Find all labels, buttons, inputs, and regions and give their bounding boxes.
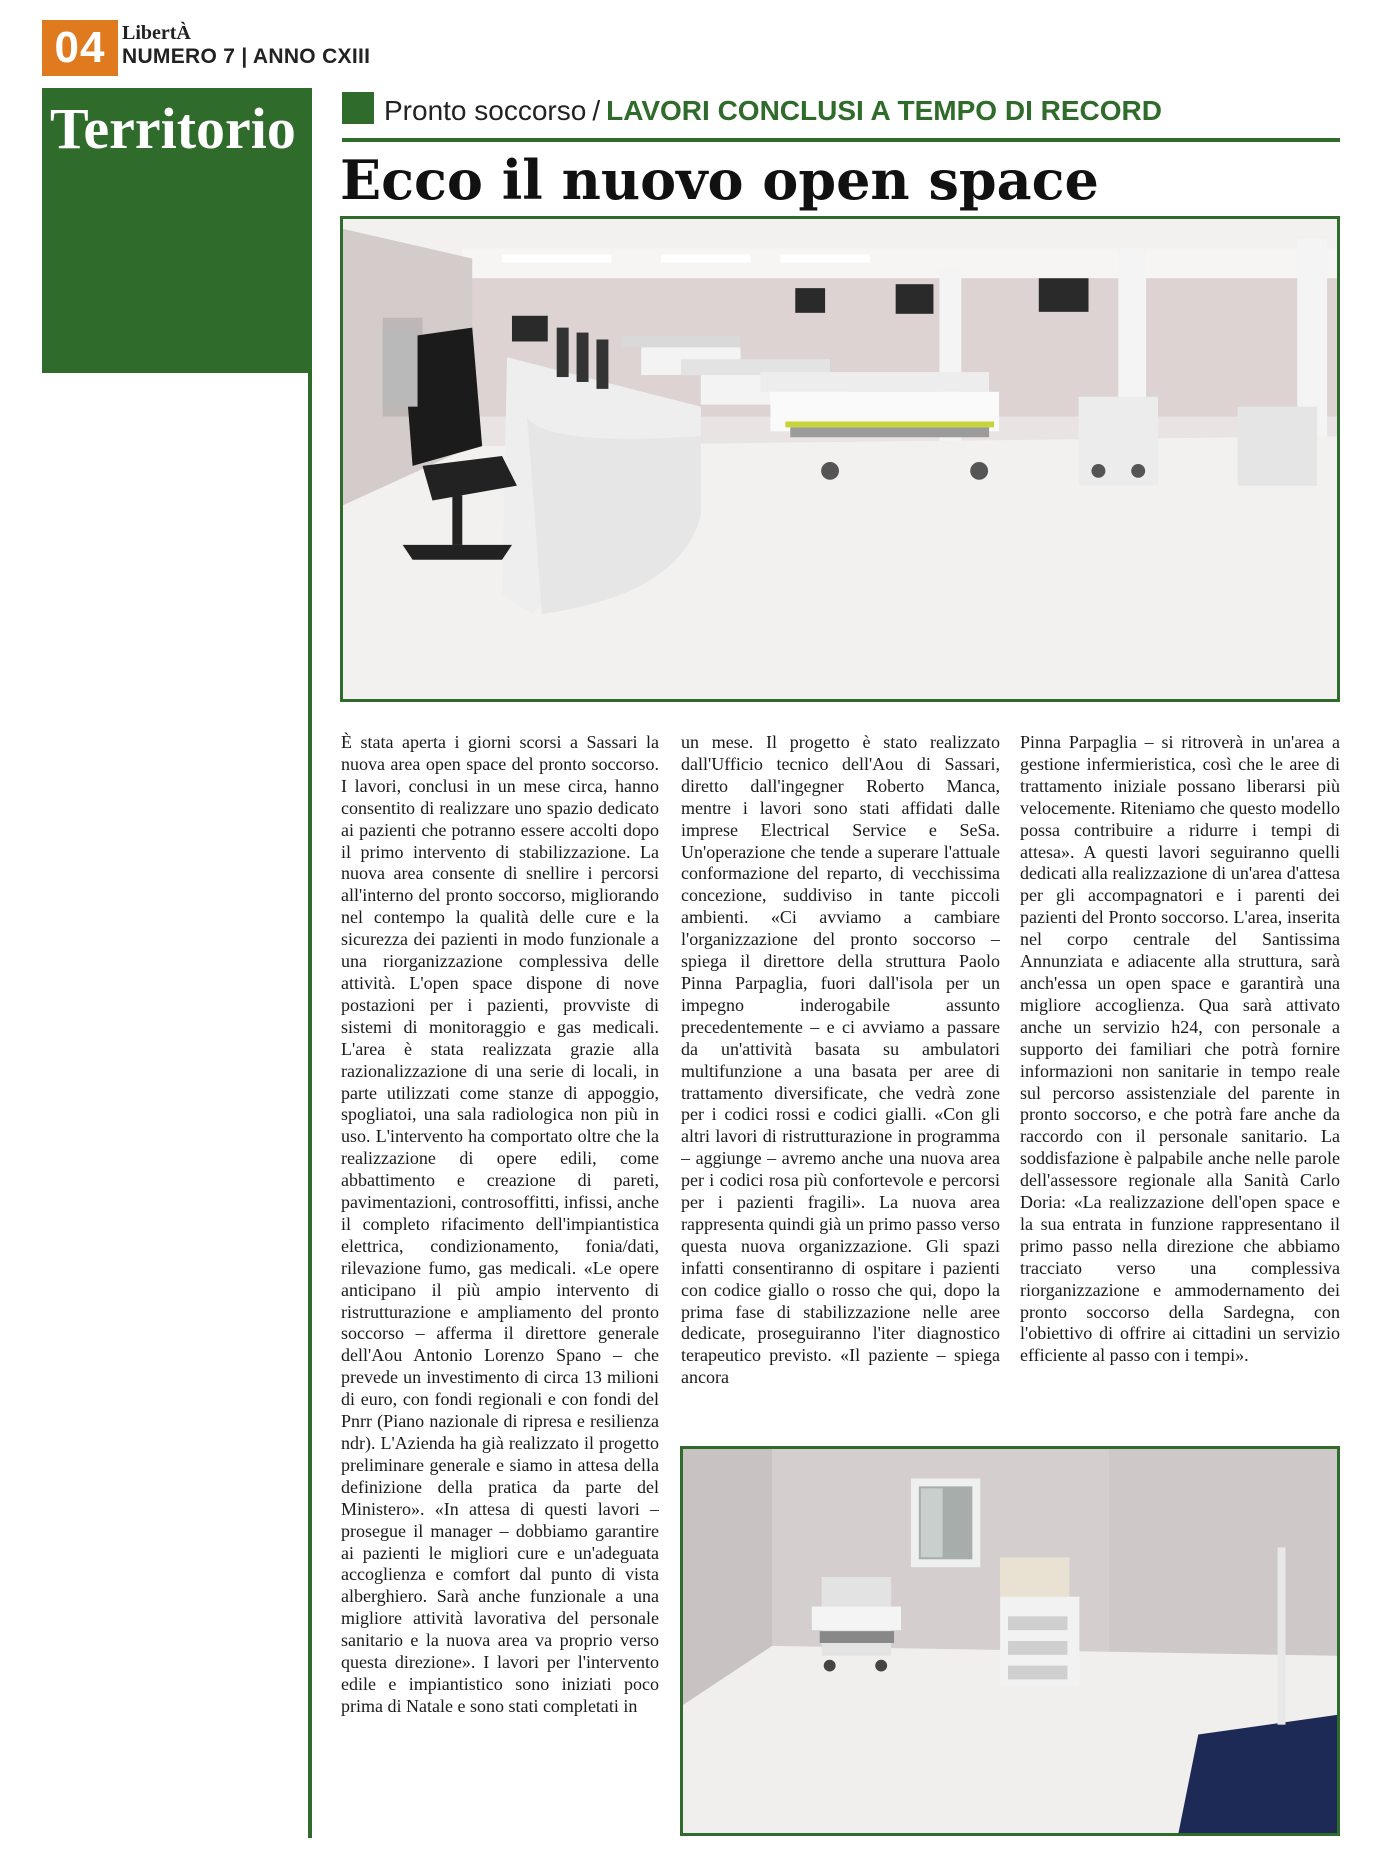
kicker-highlight: LAVORI CONCLUSI A TEMPO DI RECORD [606, 95, 1162, 126]
masthead [122, 22, 370, 70]
kicker-square-icon [342, 92, 374, 124]
section-block [42, 88, 312, 373]
kicker-rule [342, 138, 1340, 142]
treatment-room-photo [680, 1446, 1340, 1836]
article-column-1: È stata aperta i giorni scorsi a Sassari la nuova area open space del pronto soccorso. I lavori, conclusi in un mese circa, hanno consentito di realizzare uno spazio dedicato ai pazienti che potranno essere accolti dopo il primo intervento di stabilizzazione. La nuova area consente di snellire i percorsi all'interno del pronto soccorso, migliorando nel contempo la qualità delle cure e la sicurezza dei pazienti in modo funzionale a una riorganizzazione complessiva delle attività. L'open space dispone di nove postazioni per i pazienti, provviste di sistemi di monitoraggio e gas medicali. L'area è stata realizzata grazie alla razionalizzazione di una serie di locali, in parte utilizzati come stanze di appoggio, spogliatoi, una sala radiologica non più in uso. L'intervento ha comportato oltre che la realizzazione di opere edili, come abbattimento e creazione di pareti, pavimentazioni, controsoffitti, infissi, anche il completo rifacimento dell'impiantistica elettrica, condizionamento, fonia/dati, rilevazione fumo, gas medicali. «Le opere anticipano il più ampio intervento di ristrutturazione e ampliamento del pronto soccorso – afferma il direttore generale dell'Aou Antonio Lorenzo Spano – che prevede un investimento di circa 13 milioni di euro, con fondi regionali e con fondi del Pnrr (Piano nazionale di ripresa e resilienza ndr). L'Azienda ha già realizzato il progetto preliminare generale e siamo in attesa della definizione della pratica da parte del Ministero». «In attesa di questi lavori – prosegue il manager – dobbiamo garantire ai pazienti le migliori cure e un'adeguata accoglienza e comfort dal punto di vista alberghiero. Sarà anche funzionale a una migliore attività lavorativa del personale sanitario e la nuova area va proprio verso questa direzione». I lavori per l'intervento edile e impiantistico sono iniziati poco prima di Natale e sono stati completati in [341, 732, 659, 1716]
kicker-separator: / [592, 95, 601, 126]
kicker-topic: Pronto soccorso [384, 95, 587, 126]
page-number: 04 [42, 20, 118, 76]
headline: Ecco il nuovo open space [340, 148, 1099, 212]
kicker [384, 94, 1162, 128]
newspaper-logo: LibertÀ [122, 22, 191, 44]
article-column-3: Pinna Parpaglia – si ritroverà in un'area a gestione infermieristica, così che le aree di trattamento iniziale possano liberarsi più velocemente. Riteniamo che questo modello possa contribuire a ridurre i tempi di attesa». A questi lavori seguiranno quelli dedicati alla realizzazione di un'area d'attesa per gli accompagnatori e i parenti dei pazienti del Pronto soccorso. L'area, inserita nel corpo centrale del Santissima Annunziata e adiacente alla struttura, sarà anch'essa un open space e garantirà una migliore accoglienza. Qua sarà attivato anche un servizio h24, con personale a supporto dei familiari che potrà fornire informazioni non sanitarie in tempo reale sul percorso assistenziale del parente in pronto soccorso, e che potrà fare anche da raccordo con il personale sanitario. La soddisfazione è palpabile anche nelle parole dell'assessore regionale alla Sanità Carlo Doria: «La realizzazione dell'open space e la sua entrata in funzione rappresentano il primo passo nella direzione che abbiamo tracciato verso una complessiva riorganizzazione e ammodernamento dei pronto soccorso della Sardegna, con l'obiettivo di offrire ai cittadini un servizio efficiente al passo con i tempi». [1020, 732, 1340, 1366]
issue-info: NUMERO 7 | ANNO CXIII [122, 45, 371, 68]
article-column-2: un mese. Il progetto è stato realizzato dall'Ufficio tecnico dell'Aou di Sassari, diretto dall'ingegner Roberto Manca, mentre i lavori sono stati affidati dalle imprese Electrical Service e SeSa. Un'operazione che tende a superare l'attuale conformazione del reparto, di vecchissima concezione, suddiviso in tante piccoli ambienti. «Ci avviamo a cambiare l'organizzazione del pronto soccorso – spiega il direttore della struttura Paolo Pinna Parpaglia, fuori dall'isola per un impegno inderogabile assunto precedentemente – e ci avviamo a passare da un'attività basata su ambulatori multifunzione a una basata per aree di trattamento diversificate, che vedrà zone per i codici rossi e codici gialli. «Con gli altri lavori di ristrutturazione in programma – aggiunge – avremo anche una nuova area per i codici rosa più confortevole e percorsi per i pazienti fragili». La nuova area rappresenta quindi già un primo passo verso questa nuova organizzazione. Gli spazi infatti consentiranno di ospitare i pazienti con codice giallo o rosso che qui, dopo la prima fase di stabilizzazione nelle aree dedicate, proseguiranno l'iter diagnostico terapeutico previsto. «Il paziente – spiega ancora [681, 732, 1000, 1388]
section-rule [308, 373, 312, 1838]
open-space-photo [340, 216, 1340, 702]
section-title: Territorio [50, 96, 296, 161]
